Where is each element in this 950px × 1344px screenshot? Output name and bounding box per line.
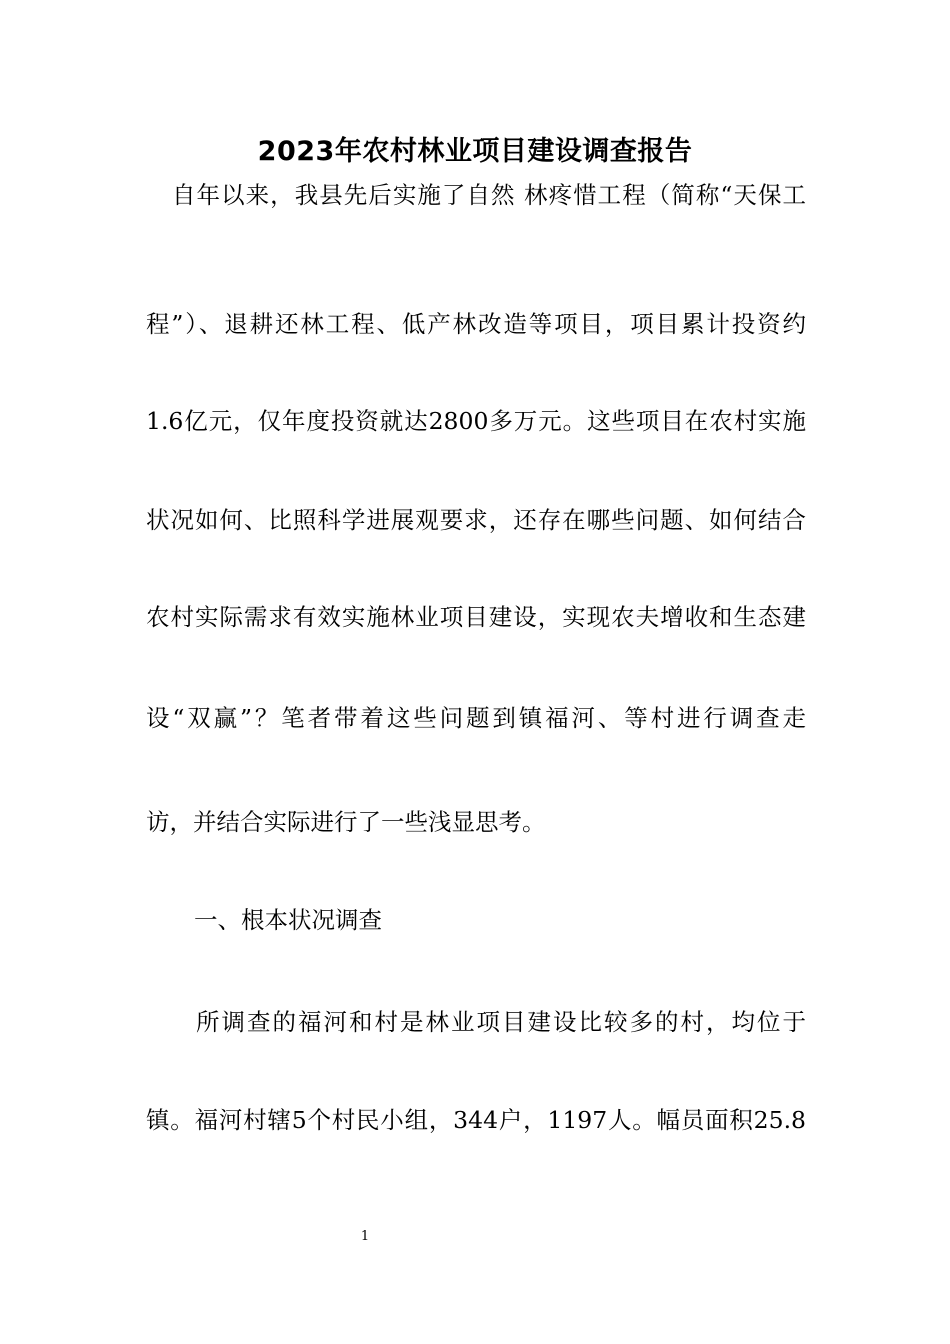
paragraph-line: 访，并结合实际进行了一些浅显思考。 <box>146 808 546 836</box>
paragraph-line: 自年以来，我县先后实施了自然 林疼惜工程（简称“天保工 <box>172 181 806 209</box>
paragraph-line: 程”）、退耕还林工程、低产林改造等项目，项目累计投资约 <box>146 310 806 338</box>
section-heading: 一、根本状况调查 <box>194 906 382 934</box>
page-number: 1 <box>360 1229 370 1244</box>
paragraph-line: 农村实际需求有效实施林业项目建设，实现农夫增收和生态建 <box>146 603 806 631</box>
paragraph-line: 设“双赢”？笔者带着这些问题到镇福河、等村进行调查走 <box>146 704 806 732</box>
paragraph-line: 1.6亿元，仅年度投资就达2800多万元。这些项目在农村实施 <box>146 407 806 435</box>
paragraph-line: 所调查的福河和村是林业项目建设比较多的村，均位于 <box>196 1008 806 1036</box>
document-title: 2023年农村林业项目建设调查报告 <box>257 136 693 167</box>
paragraph-line: 镇。福河村辖5个村民小组，344户，1197人。幅员面积25.8 <box>146 1106 806 1134</box>
paragraph-line: 状况如何、比照科学进展观要求，还存在哪些问题、如何结合 <box>146 506 806 534</box>
